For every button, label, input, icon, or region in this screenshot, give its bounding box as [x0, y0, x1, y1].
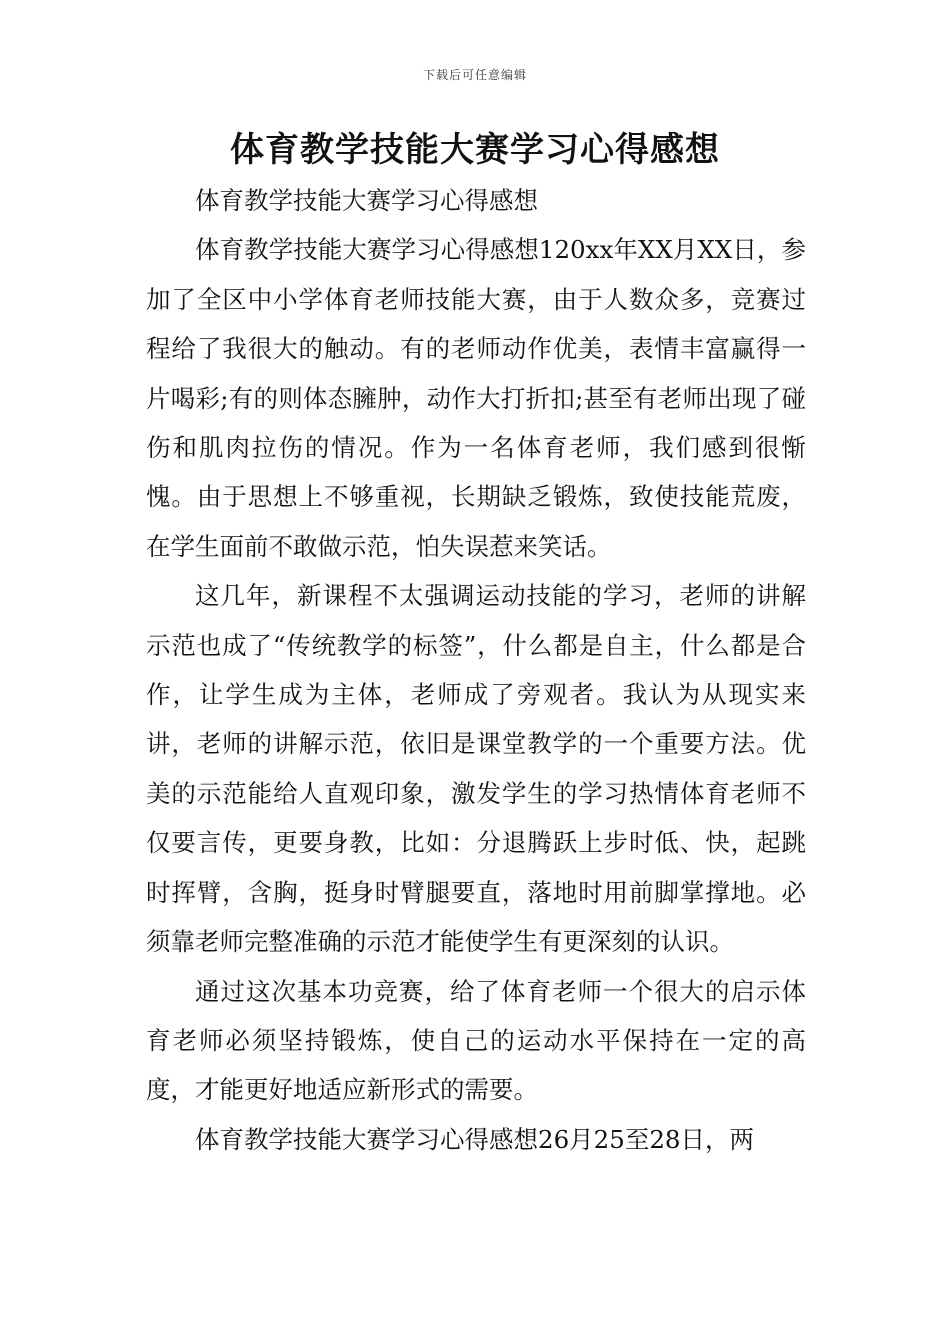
document-body [146, 176, 806, 1164]
paragraph: 体育教学技能大赛学习心得感想26月25至28日，两 [195, 1124, 755, 1154]
document-title: 体育教学技能大赛学习心得感想 [230, 130, 720, 170]
paragraph: 通过这次基本功竞赛，给了体育老师一个很大的启示体育老师必须坚持锻炼，使自己的运动水平保持在一定的高度，才能更好地适应新形式的需要。 [146, 976, 806, 1105]
paragraph-subtitle: 体育教学技能大赛学习心得感想 [195, 186, 538, 215]
header-note: 下载后可任意编辑 [422, 68, 527, 82]
paragraph: 体育教学技能大赛学习心得感想120xx年XX月XX日，参加了全区中小学体育老师技能大赛，由于人数众多，竞赛过程给了我很大的触动。有的老师动作优美，表情丰富赢得一片喝彩;有的则体态臃肿，动作大打折扣;甚至有老师出现了碰伤和肌肉拉伤的情况。作为一名体育老师，我们感到很惭愧。由于思想上不够重视，长期缺乏锻炼，致使技能荒废，在学生面前不敢做示范，怕失误惹来笑话。 [146, 235, 806, 561]
paragraph: 这几年，新课程不太强调运动技能的学习，老师的讲解示范也成了“传统教学的标签”，什么都是自主，什么都是合作，让学生成为主体，老师成了旁观者。我认为从现实来讲，老师的讲解示范，依旧是课堂教学的一个重要方法。优美的示范能给人直观印象，激发学生的学习热情体育老师不仅要言传，更要身教，比如：分退腾跃上步时低、快，起跳时挥臂，含胸，挺身时臂腿要直，落地时用前脚掌撑地。必须靠老师完整准确的示范才能使学生有更深刻的认识。 [146, 581, 806, 957]
